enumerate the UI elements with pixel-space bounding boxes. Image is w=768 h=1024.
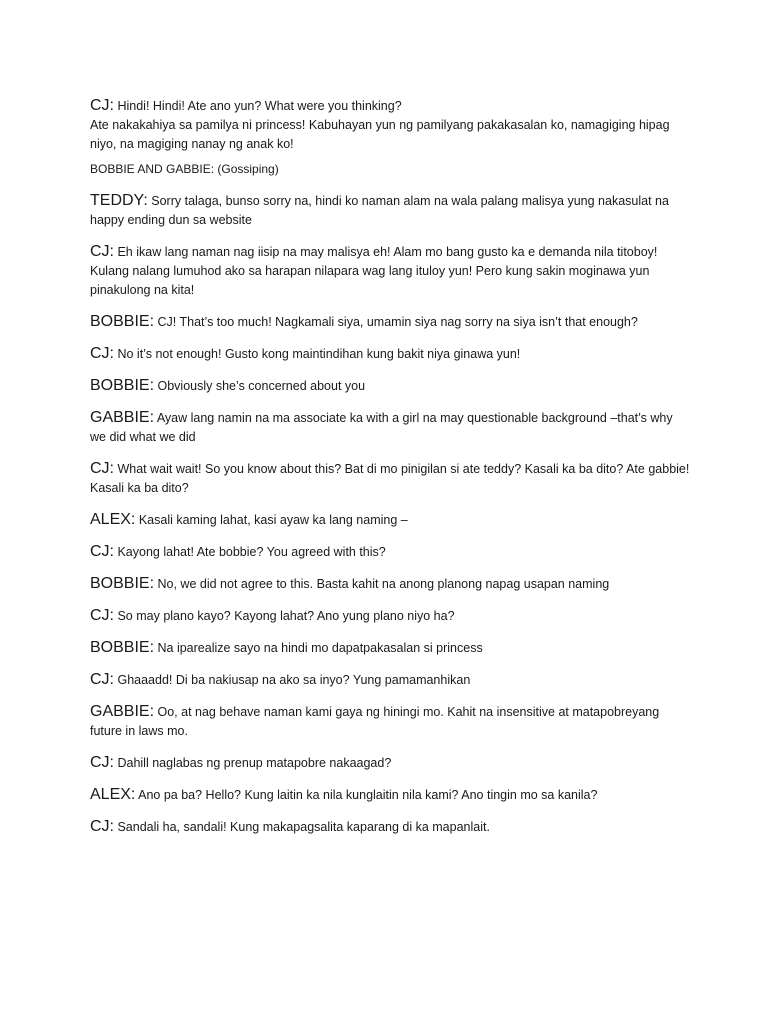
dialogue-line <box>90 116 690 154</box>
stage-direction: BOBBIE AND GABBIE: (Gossiping) <box>90 162 279 176</box>
speaker-name: CJ: <box>90 97 114 114</box>
dialogue-line <box>90 753 690 773</box>
speaker-name: CJ: <box>90 818 114 835</box>
dialogue-text: CJ! That’s too much! Nagkamali siya, umamin siya nag sorry na siya isn’t that enough? <box>154 315 638 329</box>
speaker-name: CJ: <box>90 243 114 260</box>
dialogue-text: Sorry talaga, bunso sorry na, hindi ko naman alam na wala palang malisya yung nakasulat na happy ending dun sa website <box>90 194 669 227</box>
dialogue-text: Na iparealize sayo na hindi mo dapatpakasalan si princess <box>154 641 483 655</box>
speaker-name: ALEX: <box>90 786 136 803</box>
dialogue-text: Oo, at nag behave naman kami gaya ng hiningi mo. Kahit na insensitive at matapobreyang future in laws mo. <box>90 705 660 738</box>
dialogue-text: Ghaaadd! Di ba nakiusap na ako sa inyo? Yung pamamanhikan <box>114 673 471 687</box>
dialogue-text: Ayaw lang namin na ma associate ka with a girl na may questionable background –that’s why we did what we did <box>90 411 673 444</box>
speaker-name: BOBBIE: <box>90 313 155 330</box>
speaker-name: CJ: <box>90 345 114 362</box>
dialogue-line <box>90 670 690 690</box>
speaker-name: CJ: <box>90 460 114 477</box>
script-document <box>90 96 690 849</box>
dialogue-text: Ate nakakahiya sa pamilya ni princess! Kabuhayan yun ng pamilyang pakakasalan ko, namagiging hipag niyo, na magiging nanay ng anak ko! <box>90 118 670 151</box>
dialogue-line <box>90 344 690 364</box>
dialogue-line <box>90 408 690 447</box>
dialogue-text: Eh ikaw lang naman nag iisip na may malisya eh! Alam mo bang gusto ka e demanda nila titoboy! Kulang nalang lumuhod ako sa harapan nilapara wag lang ituloy yun! Pero kung sakin moginawa yun pinakulong na kita! <box>90 245 658 297</box>
dialogue-line <box>90 191 690 230</box>
dialogue-text: Kasali kaming lahat, kasi ayaw ka lang naming – <box>135 513 408 527</box>
dialogue-line <box>90 542 690 562</box>
dialogue-text: Obviously she’s concerned about you <box>154 379 366 393</box>
dialogue-line <box>90 459 690 498</box>
dialogue-line <box>90 785 690 805</box>
dialogue-text: So may plano kayo? Kayong lahat? Ano yung plano niyo ha? <box>114 609 455 623</box>
dialogue-line <box>90 817 690 837</box>
dialogue-line <box>90 606 690 626</box>
dialogue-text: What wait wait! So you know about this? Bat di mo pinigilan si ate teddy? Kasali ka ba dito? Ate gabbie! Kasali ka ba dito? <box>90 462 690 495</box>
dialogue-line <box>90 702 690 741</box>
speaker-name: TEDDY: <box>90 192 148 209</box>
speaker-name: BOBBIE: <box>90 639 155 656</box>
dialogue-line <box>90 510 690 530</box>
speaker-name: GABBIE: <box>90 409 155 426</box>
dialogue-line <box>90 96 690 116</box>
dialogue-text: Kayong lahat! Ate bobbie? You agreed with this? <box>114 545 386 559</box>
dialogue-line <box>90 242 690 300</box>
speaker-name: CJ: <box>90 543 114 560</box>
speaker-name: CJ: <box>90 754 114 771</box>
dialogue-line <box>90 312 690 332</box>
dialogue-line <box>90 376 690 396</box>
speaker-name: GABBIE: <box>90 703 155 720</box>
dialogue-text: No, we did not agree to this. Basta kahit na anong planong napag usapan naming <box>154 577 610 591</box>
speaker-name: CJ: <box>90 671 114 688</box>
speaker-name: CJ: <box>90 607 114 624</box>
dialogue-text: No it’s not enough! Gusto kong maintindihan kung bakit niya ginawa yun! <box>114 347 521 361</box>
dialogue-line <box>90 574 690 594</box>
speaker-name: BOBBIE: <box>90 377 155 394</box>
dialogue-text: Dahill naglabas ng prenup matapobre nakaagad? <box>114 756 392 770</box>
dialogue-line <box>90 638 690 658</box>
dialogue-text: Hindi! Hindi! Ate ano yun? What were you thinking? <box>114 99 402 113</box>
dialogue-text: Sandali ha, sandali! Kung makapagsalita kaparang di ka mapanlait. <box>114 820 490 834</box>
speaker-name: BOBBIE: <box>90 575 155 592</box>
dialogue-text: Ano pa ba? Hello? Kung laitin ka nila kunglaitin nila kami? Ano tingin mo sa kanila? <box>135 788 598 802</box>
speaker-name: ALEX: <box>90 511 136 528</box>
